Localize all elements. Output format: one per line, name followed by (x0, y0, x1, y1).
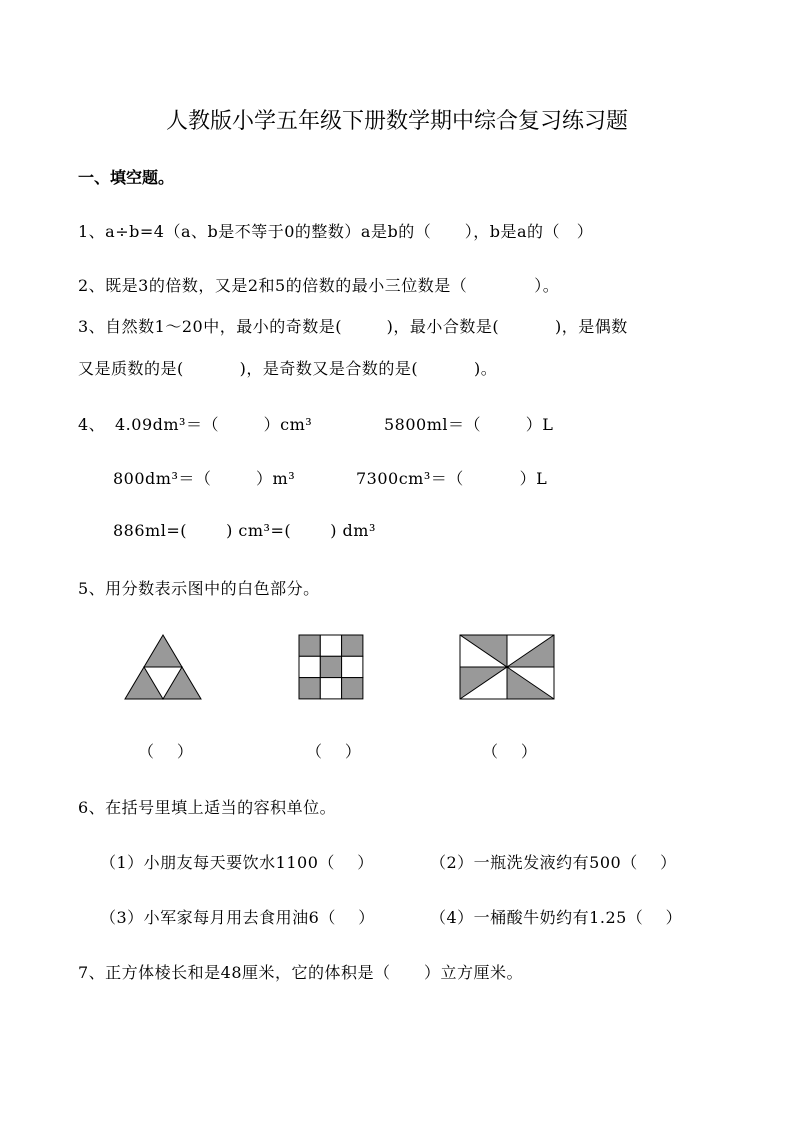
grid-cell-shaded (320, 656, 341, 677)
grid-cell-white (320, 678, 341, 699)
question-6-item-4: （4）一桶酸牛奶约有1.25（ ） (430, 908, 683, 927)
question-5: 5、用分数表示图中的白色部分。 (78, 579, 320, 598)
grid-cell-shaded (299, 635, 320, 656)
grid-cell-shaded (342, 678, 363, 699)
question-4-item-c: 800dm³＝（ ）m³ (113, 469, 296, 488)
question-7: 7、正方体棱长和是48厘米，它的体积是（ ）立方厘米。 (78, 963, 524, 982)
grid-cell-white (320, 635, 341, 656)
question-6-item-1: （1）小朋友每天要饮水1100（ ） (100, 853, 374, 872)
question-3-line-1: 3、自然数1～20中，最小的奇数是( )，最小合数是( )，是偶数 (78, 317, 628, 336)
figure-rectangle (459, 634, 555, 700)
question-4-label: 4、 (78, 415, 106, 434)
question-4-item-a: 4.09dm³＝（ ）cm³ (115, 415, 313, 434)
question-2: 2、既是3的倍数，又是2和5的倍数的最小三位数是（ ）。 (78, 276, 560, 295)
question-6: 6、在括号里填上适当的容积单位。 (78, 798, 337, 817)
page-title: 人教版小学五年级下册数学期中综合复习练习题 (165, 109, 628, 134)
question-1: 1、a÷b=4（a、b是不等于0的整数）a是b的（ ），b是a的（ ） (78, 222, 594, 241)
question-6-item-2: （2）一瓶洗发液约有500（ ） (430, 853, 677, 872)
grid-cell-white (342, 656, 363, 677)
question-6-item-3: （3）小军家每月用去食用油6（ ） (100, 908, 375, 927)
grid-cell-shaded (299, 678, 320, 699)
figure-2-answer: （ ） (306, 742, 362, 761)
figure-3-answer: （ ） (482, 742, 538, 761)
grid-cell-shaded (342, 635, 363, 656)
question-3-line-2: 又是质数的是( )，是奇数又是合数的是( )。 (78, 359, 498, 378)
question-4-item-d: 7300cm³＝（ ）L (356, 469, 548, 488)
figure-1-answer: （ ） (138, 742, 194, 761)
question-4-item-b: 5800ml＝（ ）L (384, 415, 554, 434)
question-4-item-e: 886ml=( ) cm³=( ) dm³ (113, 521, 376, 540)
figure-triangle (124, 634, 202, 700)
grid-cell-white (299, 656, 320, 677)
section-heading-fill-in: 一、填空题。 (78, 168, 175, 187)
figure-grid (298, 634, 364, 700)
